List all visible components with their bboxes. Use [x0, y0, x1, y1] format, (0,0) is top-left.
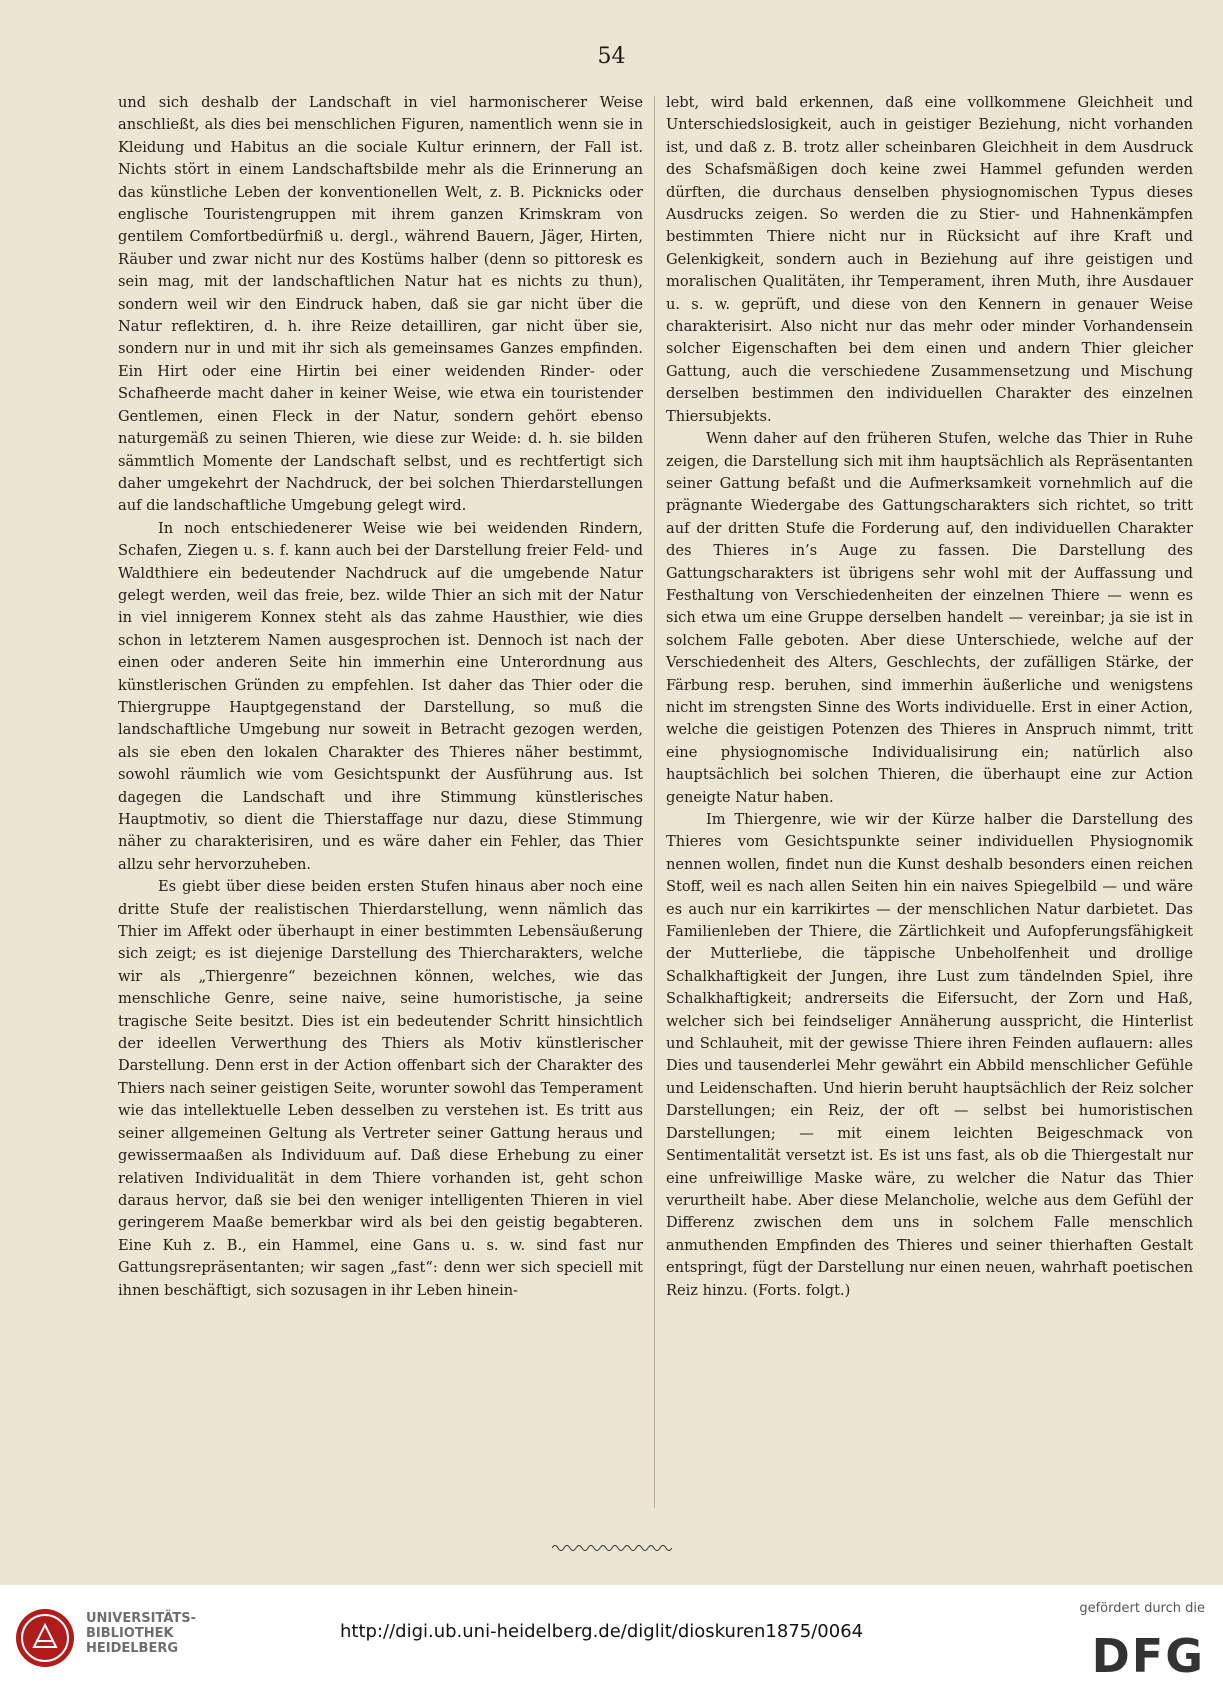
library-name-line: BIBLIOTHEK: [86, 1626, 174, 1641]
source-url-link[interactable]: http://digi.ub.uni-heidelberg.de/diglit/dioskuren1875/0064: [340, 1621, 864, 1642]
funded-by-label: gefördert durch die: [1079, 1601, 1205, 1616]
dfg-logo: DFG: [1091, 1629, 1205, 1683]
paragraph: Im Thiergenre, wie wir der Kürze halber die Darstellung des Thieres vom Gesichtspunkte seiner individuellen Physiognomik nennen wollen, findet nun die Kunst deshalb besonders einen reichen Stoff, weil es nach allen Seiten hin ein naives Spiegelbild — und wäre es auch nur ein karrikirtes — der menschlichen Natur darbietet. Das Familienleben der Thiere, die Zärtlichkeit und Aufopferungsfähigkeit der Mutterliebe, die täppische Unbeholfenheit und drollige Schalkhaftigkeit der Jungen, ihre Lust zum tändelnden Spiel, ihre Schalkhaftigkeit; andrerseits die Eifersucht, der Zorn und Haß, welcher sich bei feindseliger Annäherung ausspricht, die Hinterlist und Schlauheit, mit der gewisse Thiere ihren Feinden auflauern: alles Dies und tausenderlei Mehr gewährt ein Abbild menschlicher Gefühle und Leidenschaften. Und hierin beruht hauptsächlich der Reiz solcher Darstellungen; ein Reiz, der oft — selbst bei humoristischen Darstellungen; — mit einem leichten Beigeschmack von Sentimentalität versetzt ist. Es ist uns fast, als ob die Thiergestalt nur eine unfreiwillige Maske wäre, zu welcher die Natur das Thier verurtheilt habe. Aber diese Melancholie, welche aus dem Gefühl der Differenz zwischen dem uns in solchem Falle menschlich anmuthenden Empfinden des Thieres und seiner thierhaften Gestalt entspringt, fügt der Darstellung nur einen neuen, wahrhaft poetischen Reiz hinzu. (Forts. folgt.): [666, 811, 1193, 1299]
paragraph: In noch entschiedenerer Weise wie bei weidenden Rindern, Schafen, Ziegen u. s. f. kann auch bei der Darstellung freier Feld- und Waldthiere ein bedeutender Nachdruck auf die umgebende Natur gelegt werden, weil das freie, bez. wilde Thier an sich mit der Natur in viel innigerem Konnex steht als das zahme Hausthier, wie dies schon in letzterem Namen ausgesprochen ist. Dennoch ist nach der einen oder anderen Seite hin immerhin eine Unterordnung aus künstlerischen Gründen zu empfehlen. Ist daher das Thier oder die Thiergruppe Hauptgegenstand der Darstellung, so muß die landschaftliche Umgebung nur soweit in Betracht gezogen werden, als sie eben den lokalen Charakter des Thieres näher bestimmt, sowohl räumlich wie vom Gesichtspunkt der Ausführung aus. Ist dagegen die Landschaft und ihre Stimmung künstlerisches Hauptmotiv, so dient die Thierstaffage nur dazu, diese Stimmung näher zu charakterisiren, und es wäre daher ein Fehler, das Thier allzu sehr hervorzuheben.: [118, 519, 643, 873]
library-name: [86, 1611, 196, 1656]
library-name-line: HEIDELBERG: [86, 1641, 179, 1656]
right-column: [666, 92, 1193, 1302]
paragraph: und sich deshalb der Landschaft in viel harmonischerer Weise anschließt, als dies bei menschlichen Figuren, namentlich wenn sie in Kleidung und Habitus an die sociale Kultur erinnern, der Fall ist. Nichts stört in einem Landschaftsbilde mehr als die Erinnerung an das künstliche Leben der konventionellen Welt, z. B. Picknicks oder englische Touristengruppen mit ihrem ganzen Krimskram von gentilem Comfortbedürfniß u. dergl., während Bauern, Jäger, Hirten, Räuber und zwar nicht nur des Kostüms halber (denn so pittoresk es sein mag, mit der landschaftlichen Natur hat es nichts zu thun), sondern weil wir den Eindruck haben, daß sie gar nicht über die Natur reflektiren, d. h. ihre Reize detailliren, gar nicht über sie, sondern nur in und mit ihr sich als gemeinsames Ganzes empfinden. Ein Hirt oder eine Hirtin bei einer weidenden Rinder- oder Schafheerde macht daher in keiner Weise, wie etwa ein touristender Gentlemen, einen Fleck in der Natur, sondern gehört ebenso naturgemäß zu seinen Thieren, wie diese zur Weide: d. h. sie bilden sämmtlich Momente der Landschaft selbst, und es rechtfertigt sich daher umgekehrt der Nachdruck, der bei solchen Thierdarstellungen auf die landschaftliche Umgebung gelegt wird.: [118, 94, 643, 515]
library-name-line: UNIVERSITÄTS-: [86, 1611, 196, 1626]
footer-bar: [0, 1585, 1223, 1703]
left-column: [118, 92, 643, 1302]
paragraph: lebt, wird bald erkennen, daß eine vollkommene Gleichheit und Unterschiedslosigkeit, auch in geistiger Beziehung, nicht vorhanden ist, und daß z. B. trotz aller scheinbaren Gleichheit in dem Ausdruck des Schafsmäßigen doch keine zwei Hammel gefunden werden dürften, die durchaus denselben physiognomischen Typus dieses Ausdrucks zeigen. So werden die zu Stier- und Hahnenkämpfen bestimmten Thiere nicht nur in Rücksicht auf ihre Kraft und Gelenkigkeit, sondern auch in Beziehung auf ihre geistigen und moralischen Qualitäten, ihr Temperament, ihren Muth, ihre Ausdauer u. s. w. geprüft, und diese von den Kennern in genauer Weise charakterisirt. Also nicht nur das mehr oder minder Vorhandensein solcher Eigenschaften bei dem einen und andern Thier gleicher Gattung, auch die verschiedene Zusammensetzung und Mischung derselben bestimmen den individuellen Charakter des einzelnen Thiersubjekts.: [666, 94, 1193, 425]
paragraph: Es giebt über diese beiden ersten Stufen hinaus aber noch eine dritte Stufe der realistischen Thierdarstellung, wenn nämlich das Thier im Affekt oder überhaupt in einer bestimmten Lebensäußerung sich zeigt; es ist diejenige Darstellung des Thiercharakters, welche wir als „Thiergenre“ bezeichnen können, welches, wie das menschliche Genre, seine naive, seine humoristische, ja seine tragische Seite besitzt. Dies ist ein bedeutender Schritt hinsichtlich der ideellen Verwerthung des Thiers als Motiv künstlerischer Darstellung. Denn erst in der Action offenbart sich der Charakter des Thiers nach seiner geistigen Seite, worunter sowohl das Temperament wie das intellektuelle Leben desselben zu verstehen ist. Es tritt aus seiner allgemeinen Geltung als Vertreter seiner Gattung heraus und gewissermaaßen als Individuum auf. Daß diese Erhebung zu einer relativen Individualität in dem Thiere vorhanden ist, geht schon daraus hervor, daß sie bei den weniger intelligenten Thieren in viel geringerem Maaße bemerkbar wird als bei den geistig begabteren. Eine Kuh z. B., ein Hammel, eine Gans u. s. w. sind fast nur Gattungsrepräsentanten; wir sagen „fast“: denn wer sich speciell mit ihnen beschäftigt, sich sozusagen in ihr Leben hinein-: [118, 878, 643, 1299]
page-number: 54: [597, 44, 626, 69]
column-divider: [654, 96, 655, 1508]
paragraph: Wenn daher auf den früheren Stufen, welche das Thier in Ruhe zeigen, die Darstellung sich mit ihm hauptsächlich als Repräsentanten seiner Gattung befaßt und die Aufmerksamkeit vornehmlich auf die prägnante Wiedergabe des Gattungscharakters sich richtet, so tritt auf der dritten Stufe die Forderung auf, den individuellen Charakter des Thieres in’s Auge zu fassen. Die Darstellung des Gattungscharakters ist übrigens sehr wohl mit der Auffassung und Festhaltung von Verschiedenheiten der einzelnen Thiere — wenn es sich etwa um eine Gruppe derselben handelt — vereinbar; ja sie ist in solchem Falle geboten. Aber diese Unterschiede, welche auf der Verschiedenheit des Alters, Geschlechts, der zufälligen Stärke, der Färbung resp. beruhen, sind immerhin äußerliche und wenigstens nicht im strengsten Sinne des Worts individuelle. Erst in einer Action, welche die geistigen Potenzen des Thieres in Anspruch nimmt, tritt eine physiognomische Individualisirung ein; natürlich also hauptsächlich bei solchen Thieren, die überhaupt eine zur Action geneigte Natur haben.: [666, 430, 1193, 806]
end-ornament: [552, 1543, 672, 1553]
university-seal-icon: [14, 1607, 76, 1669]
